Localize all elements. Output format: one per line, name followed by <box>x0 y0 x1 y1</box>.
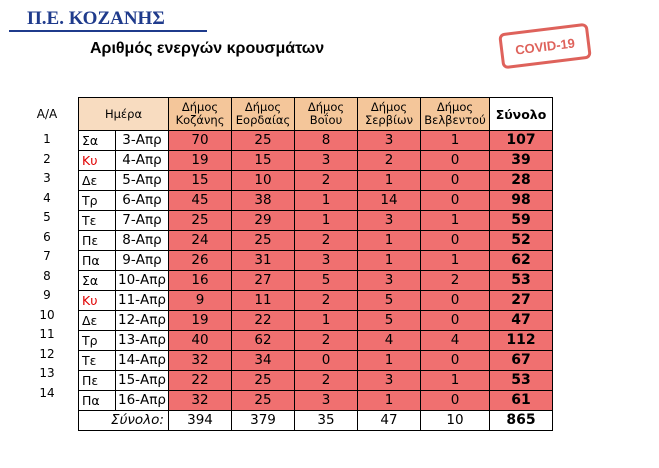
col-header-eordaia: Δήμος Εορδαίας <box>232 98 295 131</box>
row-number: 3 <box>43 171 51 185</box>
value-cell: 15 <box>169 171 232 191</box>
value-cell: 4 <box>358 331 421 351</box>
date-cell: 13-Απρ <box>116 331 169 351</box>
value-cell: 19 <box>169 311 232 331</box>
value-cell: 1 <box>358 231 421 251</box>
day-cell: Κυ <box>79 151 116 171</box>
table-row <box>79 271 553 291</box>
sum-cell: 53 <box>490 271 553 291</box>
value-cell: 1 <box>358 351 421 371</box>
totals-label: Σύνολο: <box>79 411 169 431</box>
value-cell: 14 <box>358 191 421 211</box>
value-cell: 25 <box>232 131 295 151</box>
sum-cell: 107 <box>490 131 553 151</box>
value-cell: 1 <box>421 131 490 151</box>
grand-total-cell: 865 <box>490 411 553 431</box>
value-cell: 2 <box>295 231 358 251</box>
value-cell: 1 <box>358 171 421 191</box>
value-cell: 3 <box>295 251 358 271</box>
row-number: 11 <box>39 327 55 341</box>
date-cell: 12-Απρ <box>116 311 169 331</box>
value-cell: 32 <box>169 351 232 371</box>
value-cell: 2 <box>295 171 358 191</box>
value-cell: 1 <box>295 311 358 331</box>
subtitle: Αριθμός ενεργών κρουσμάτων <box>90 40 325 57</box>
aa-header: Α/Α <box>36 107 58 121</box>
value-cell: 1 <box>358 391 421 411</box>
sum-cell: 112 <box>490 331 553 351</box>
table-row <box>79 131 553 151</box>
value-cell: 3 <box>295 391 358 411</box>
value-cell: 3 <box>295 151 358 171</box>
day-cell: Τρ <box>79 331 116 351</box>
day-cell: Σα <box>79 131 116 151</box>
totals-row <box>79 411 553 431</box>
value-cell: 1 <box>358 251 421 271</box>
sum-cell: 47 <box>490 311 553 331</box>
value-cell: 0 <box>421 391 490 411</box>
sum-cell: 62 <box>490 251 553 271</box>
table-row <box>79 371 553 391</box>
day-cell: Πε <box>79 231 116 251</box>
date-cell: 11-Απρ <box>116 291 169 311</box>
row-number-column <box>28 98 66 403</box>
col-header-total: Σύνολο <box>490 98 553 131</box>
value-cell: 0 <box>295 351 358 371</box>
sum-cell: 61 <box>490 391 553 411</box>
sum-cell: 53 <box>490 371 553 391</box>
table-row <box>79 251 553 271</box>
col-header-velvento: Δήμος Βελβεντού <box>421 98 490 131</box>
row-number: 4 <box>43 190 51 205</box>
value-cell: 2 <box>295 331 358 351</box>
value-cell: 0 <box>421 351 490 371</box>
value-cell: 31 <box>232 251 295 271</box>
value-cell: 25 <box>232 371 295 391</box>
row-number: 13 <box>39 366 55 380</box>
value-cell: 27 <box>232 271 295 291</box>
value-cell: 0 <box>421 231 490 251</box>
row-number: 12 <box>39 346 55 361</box>
row-number: 6 <box>43 229 51 244</box>
value-cell: 45 <box>169 191 232 211</box>
value-cell: 29 <box>232 211 295 231</box>
day-cell: Τρ <box>79 191 116 211</box>
col-header-servia: Δήμος Σερβίων <box>358 98 421 131</box>
row-number: 14 <box>39 385 55 400</box>
row-number: 5 <box>43 210 51 224</box>
value-cell: 34 <box>232 351 295 371</box>
value-cell: 10 <box>232 171 295 191</box>
value-cell: 5 <box>358 291 421 311</box>
day-cell: Τε <box>79 211 116 231</box>
value-cell: 2 <box>358 151 421 171</box>
value-cell: 0 <box>421 151 490 171</box>
value-cell: 24 <box>169 231 232 251</box>
page-title: Π.Ε. ΚΟΖΑΝΗΣ <box>9 8 207 32</box>
value-cell: 25 <box>232 231 295 251</box>
row-number: 8 <box>43 268 51 283</box>
value-cell: 1 <box>295 191 358 211</box>
value-cell: 38 <box>232 191 295 211</box>
value-cell: 0 <box>421 311 490 331</box>
row-number: 1 <box>43 132 51 146</box>
value-cell: 25 <box>169 211 232 231</box>
value-cell: 15 <box>232 151 295 171</box>
col-header-voio: Δήμος Βοΐου <box>295 98 358 131</box>
date-cell: 14-Απρ <box>116 351 169 371</box>
value-cell: 2 <box>421 271 490 291</box>
date-cell: 9-Απρ <box>116 251 169 271</box>
value-cell: 1 <box>421 251 490 271</box>
table-row <box>79 151 553 171</box>
sum-cell: 59 <box>490 211 553 231</box>
day-cell: Τε <box>79 351 116 371</box>
value-cell: 0 <box>421 191 490 211</box>
value-cell: 32 <box>169 391 232 411</box>
col-header-kozani: Δήμος Κοζάνης <box>169 98 232 131</box>
sum-cell: 52 <box>490 231 553 251</box>
value-cell: 70 <box>169 131 232 151</box>
date-cell: 16-Απρ <box>116 391 169 411</box>
date-cell: 7-Απρ <box>116 211 169 231</box>
total-cell: 394 <box>169 411 232 431</box>
value-cell: 0 <box>421 291 490 311</box>
table-row <box>79 231 553 251</box>
value-cell: 2 <box>295 371 358 391</box>
value-cell: 5 <box>295 271 358 291</box>
total-cell: 10 <box>421 411 490 431</box>
value-cell: 4 <box>421 331 490 351</box>
table-row <box>79 311 553 331</box>
value-cell: 26 <box>169 251 232 271</box>
value-cell: 8 <box>295 131 358 151</box>
value-cell: 0 <box>421 171 490 191</box>
value-cell: 3 <box>358 131 421 151</box>
day-cell: Δε <box>79 311 116 331</box>
table-row <box>79 191 553 211</box>
value-cell: 9 <box>169 291 232 311</box>
total-cell: 379 <box>232 411 295 431</box>
value-cell: 1 <box>421 371 490 391</box>
day-cell: Σα <box>79 271 116 291</box>
table-row <box>79 291 553 311</box>
date-cell: 15-Απρ <box>116 371 169 391</box>
date-cell: 5-Απρ <box>116 171 169 191</box>
row-number: 2 <box>43 151 51 166</box>
value-cell: 2 <box>295 291 358 311</box>
table-row <box>79 171 553 191</box>
day-cell: Πε <box>79 371 116 391</box>
sum-cell: 67 <box>490 351 553 371</box>
table-row <box>79 391 553 411</box>
value-cell: 11 <box>232 291 295 311</box>
value-cell: 3 <box>358 211 421 231</box>
row-number: 10 <box>39 307 55 322</box>
table-row <box>79 351 553 371</box>
covid-stamp: COVID-19 <box>498 23 592 70</box>
table-row <box>79 211 553 231</box>
table-row <box>79 331 553 351</box>
day-cell: Κυ <box>79 291 116 311</box>
date-cell: 3-Απρ <box>116 131 169 151</box>
sum-cell: 28 <box>490 171 553 191</box>
cases-table <box>78 97 553 431</box>
table-header-row <box>79 98 553 131</box>
value-cell: 1 <box>295 211 358 231</box>
value-cell: 3 <box>358 371 421 391</box>
value-cell: 19 <box>169 151 232 171</box>
row-number: 9 <box>43 288 51 302</box>
day-cell: Πα <box>79 251 116 271</box>
value-cell: 5 <box>358 311 421 331</box>
value-cell: 40 <box>169 331 232 351</box>
total-cell: 47 <box>358 411 421 431</box>
day-cell: Δε <box>79 171 116 191</box>
sum-cell: 98 <box>490 191 553 211</box>
value-cell: 62 <box>232 331 295 351</box>
row-number: 7 <box>43 249 51 263</box>
value-cell: 22 <box>232 311 295 331</box>
sum-cell: 39 <box>490 151 553 171</box>
date-cell: 4-Απρ <box>116 151 169 171</box>
total-cell: 35 <box>295 411 358 431</box>
date-cell: 10-Απρ <box>116 271 169 291</box>
day-cell: Πα <box>79 391 116 411</box>
value-cell: 25 <box>232 391 295 411</box>
value-cell: 3 <box>358 271 421 291</box>
value-cell: 22 <box>169 371 232 391</box>
sum-cell: 27 <box>490 291 553 311</box>
value-cell: 16 <box>169 271 232 291</box>
hmera-header: Ημέρα <box>79 98 169 131</box>
date-cell: 8-Απρ <box>116 231 169 251</box>
date-cell: 6-Απρ <box>116 191 169 211</box>
value-cell: 1 <box>421 211 490 231</box>
